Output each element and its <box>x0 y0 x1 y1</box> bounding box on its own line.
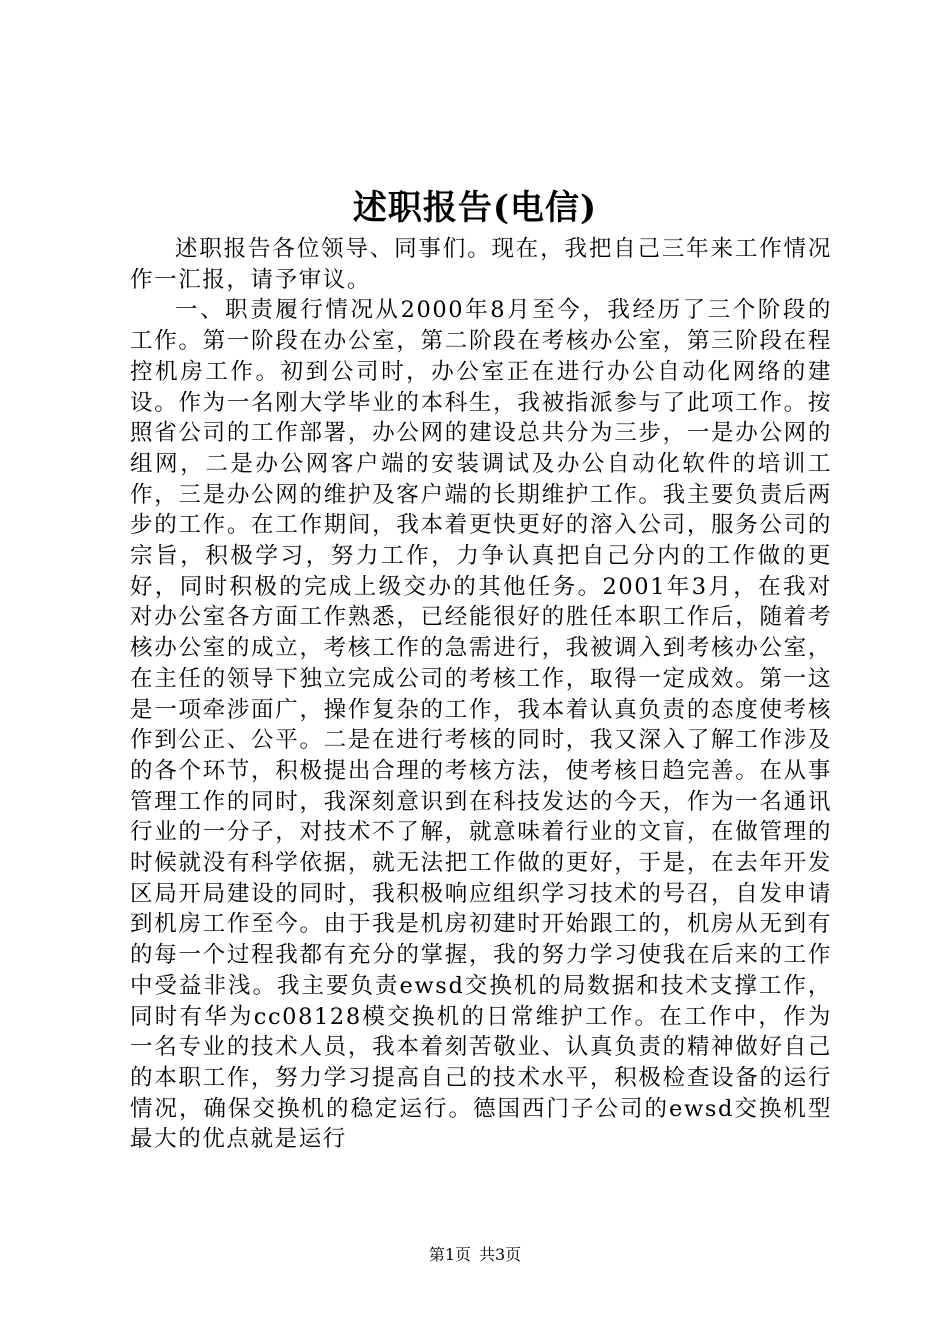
page-footer <box>0 1244 950 1266</box>
document-body <box>130 234 832 1155</box>
paragraph-intro: 述职报告各位领导、同事们。现在，我把自己三年来工作情况作一汇报，请予审议。 <box>130 236 832 293</box>
document-title: 述职报告(电信) <box>352 188 598 228</box>
page-number: 第1页 <box>428 1245 471 1264</box>
paragraph-duties: 一、职责履行情况从2000年8月至今，我经历了三个阶段的工作。第一阶段在办公室，第二阶段在考核办公室，第三阶段在程控机房工作。初到公司时，办公室正在进行办公自动化网络的建设。作为一名刚大学毕业的本科生，我被指派参与了此项工作。按照省公司的工作部署，办公网的建设总共分为三步，一是办公网的组网，二是办公网客户端的安装调试及办公自动化软件的培训工作，三是办公网的维护及客户端的长期维护工作。我主要负责后两步的工作。在工作期间，我本着更快更好的溶入公司，服务公司的宗旨，积极学习，努力工作，力争认真把自己分内的工作做的更好，同时积极的完成上级交办的其他任务。2001年3月，在我对对办公室各方面工作熟悉，已经能很好的胜任本职工作后，随着考核办公室的成立，考核工作的急需进行，我被调入到考核办公室，在主任的领导下独立完成公司的考核工作，取得一定成效。第一这是一项牵涉面广，操作复杂的工作，我本着认真负责的态度使考核作到公正、公平。二是在进行考核的同时，我又深入了解工作涉及的各个环节，积极提出合理的考核方法，使考核日趋完善。在从事管理工作的同时，我深刻意识到在科技发达的今天，作为一名通讯行业的一分子，对技术不了解，就意味着行业的文盲，在做管理的时候就没有科学依据，就无法把工作做的更好，于是，在去年开发区局开局建设的同时，我积极响应组织学习技术的号召，自发申请到机房工作至今。由于我是机房初建时开始跟工的，机房从无到有的每一个过程我都有充分的掌握，我的努力学习使我在后来的工作中受益非浅。我主要负责ewsd交换机的局数据和技术支撑工作，同时有华为cc08128模交换机的日常维护工作。在工作中，作为一名专业的技术人员，我本着刻苦敬业、认真负责的精神做好自己的本职工作，努力学习提高自己的技术水平，积极检查设备的运行情况，确保交换机的稳定运行。德国西门子公司的ewsd交换机型最大的优点就是运行 <box>130 297 832 1153</box>
page-total: 共3页 <box>479 1245 522 1264</box>
